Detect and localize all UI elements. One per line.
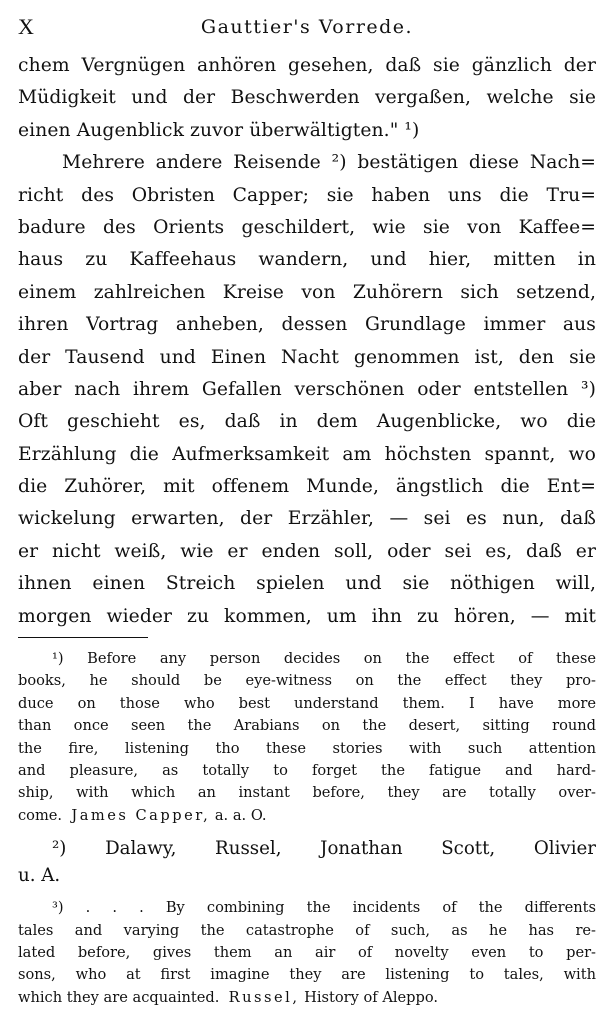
- text-line: aber nach ihrem Gefallen verschönen oder entstellen ³): [18, 378, 596, 400]
- footnote-line: u. A.: [18, 865, 61, 887]
- footnote-text: which they are acquainted.: [18, 988, 220, 1006]
- text-line: er nicht weiß, wie er enden soll, oder sei es, daß er: [18, 540, 596, 562]
- text-line: haus zu Kaffeehaus wandern, und hier, mitten in: [18, 249, 596, 271]
- main-text: [18, 50, 596, 633]
- footnote-line: and pleasure, as totally to forget the fatigue and hard-: [18, 762, 596, 780]
- text-line: ihnen einen Streich spielen und sie nöthigen will,: [18, 573, 596, 595]
- text-line: Erzählung die Aufmerksamkeit am höchsten spannt, wo: [18, 443, 596, 465]
- footnote-line: books, he should be eye-witness on the effect they pro-: [18, 672, 596, 690]
- text-line: der Tausend und Einen Nacht genommen ist, den sie: [18, 346, 596, 368]
- footnotes: [18, 648, 596, 1009]
- footnote-citation: a. a. O.: [214, 806, 267, 824]
- footnote-line: than once seen the Arabians on the desert, sitting round: [18, 717, 596, 735]
- text-line: Müdigkeit und der Beschwerden vergaßen, welche sie: [18, 87, 596, 109]
- footnote-line: ¹) Before any person decides on the effect of these: [52, 650, 596, 667]
- text-line: Oft geschieht es, daß in dem Augenblicke, wo die: [18, 411, 596, 433]
- footnote-line: lated before, gives them an air of novelty even to per-: [18, 944, 596, 962]
- footnote-1: [18, 648, 596, 827]
- footnote-rule: [18, 637, 148, 638]
- footnote-3: [18, 897, 596, 1009]
- footnote-author: Russel,: [228, 988, 300, 1006]
- text-line: ihren Vortrag anheben, dessen Grundlage immer aus: [18, 314, 596, 336]
- text-line: einen Augenblick zuvor überwältigten." ¹): [18, 119, 420, 141]
- text-line: morgen wieder zu kommen, um ihn zu hören, — mit: [18, 605, 596, 627]
- text-line: Mehrere andere Reisende ²) bestätigen diese Nach=: [62, 152, 596, 174]
- footnote-author: James Capper,: [71, 806, 211, 824]
- footnote-line: sons, who at first imagine they are listening to tales, with: [18, 966, 596, 984]
- page-header: [18, 14, 596, 44]
- text-line: die Zuhörer, mit offenem Munde, ängstlich die Ent=: [18, 476, 596, 498]
- text-line: wickelung erwarten, der Erzähler, — sei es nun, daß: [18, 508, 596, 530]
- footnote-line: tales and varying the catastrophe of such, as he has re-: [18, 921, 596, 939]
- footnote-line: duce on those who best understand them. I have more: [18, 694, 596, 712]
- footnote-source: History of Aleppo.: [304, 988, 439, 1006]
- text-line: richt des Obristen Capper; sie haben uns die Tru=: [18, 184, 596, 206]
- footnote-final-line: [18, 805, 596, 827]
- footnote-line: ²) Dalawy, Russel, Jonathan Scott, Olivier: [52, 838, 596, 860]
- running-title: Gauttier's Vorrede.: [200, 16, 414, 38]
- footnote-line: ³) . . . By combining the incidents of the differents: [52, 899, 596, 917]
- footnote-text: come.: [18, 806, 63, 824]
- text-line: einem zahlreichen Kreise von Zuhörern sich setzend,: [18, 281, 596, 303]
- text-line: badure des Orients geschildert, wie sie von Kaffee=: [18, 216, 596, 238]
- footnote-final-line: [18, 987, 596, 1009]
- footnote-2: [18, 835, 596, 889]
- text-line: chem Vergnügen anhören gesehen, daß sie gänzlich der: [18, 55, 596, 76]
- footnote-line: the fire, listening tho these stories with such attention: [18, 739, 596, 757]
- page-number: X: [18, 14, 35, 39]
- footnote-line: ship, with which an instant before, they are totally over-: [18, 784, 596, 802]
